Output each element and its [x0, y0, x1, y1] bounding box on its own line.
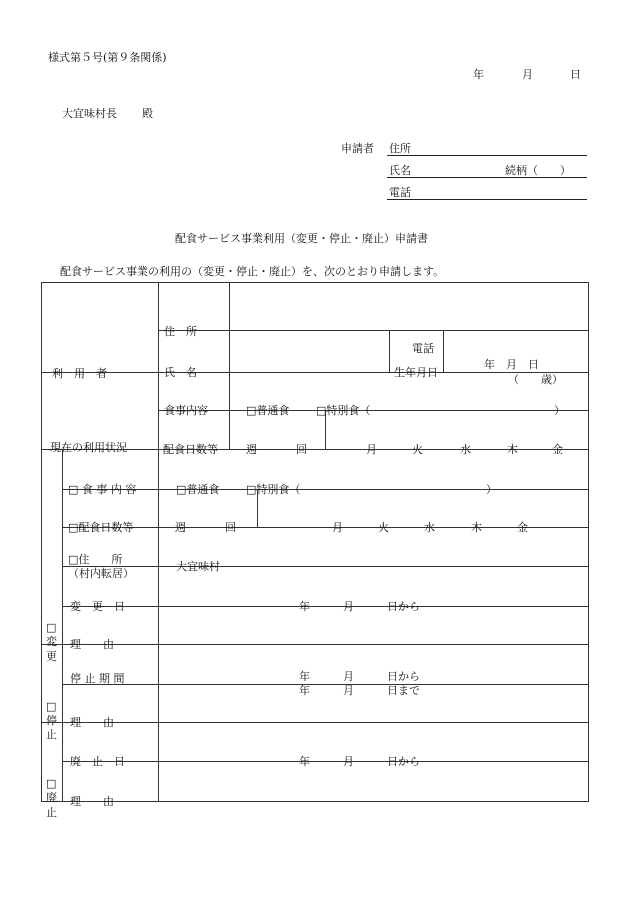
phone-label: 電話	[389, 186, 411, 199]
abolish-group-cell[interactable]: □ 廃 止	[42, 723, 63, 802]
date-day: 日	[570, 68, 581, 81]
name-input-cell[interactable]	[230, 331, 390, 373]
name-label: 氏名	[389, 164, 411, 177]
stop-period-label-cell: 停 止 期 間	[63, 645, 159, 685]
stop-group-cell[interactable]: □ 停 止	[42, 645, 63, 723]
abolish-date-input-cell[interactable]: 年 月 日から	[159, 723, 589, 762]
addressee: 大宜味村長	[62, 107, 117, 120]
change-reason-label-cell: 理 由	[63, 607, 159, 645]
date-month: 月	[522, 68, 533, 81]
phone-line[interactable]	[387, 199, 587, 200]
name-label-cell: 氏 名	[159, 331, 230, 373]
form-number: 様式第５号(第９条関係)	[48, 51, 167, 64]
relation-label: 続柄（ ）	[505, 164, 571, 177]
address-input-cell[interactable]: 電話	[230, 283, 589, 331]
user-label-cell: 利 用 者	[42, 283, 159, 373]
address-line[interactable]	[387, 155, 587, 156]
change-group-cell[interactable]: □ 変 更	[42, 450, 63, 645]
honorific: 殿	[142, 107, 153, 120]
date-year: 年	[473, 68, 484, 81]
change-weekday-cell[interactable]: 月 火 水 木 金	[258, 490, 589, 528]
document-title: 配食サービス事業利用（変更・停止・廃止）申請書	[175, 232, 428, 245]
birth-input-cell[interactable]: 年 月 日 （ 歳）	[444, 331, 589, 373]
address-label-cell: 住 所	[159, 283, 230, 331]
weekday-cell[interactable]: 月 火 水 木 金	[326, 411, 589, 450]
change-address-label-cell[interactable]: □住 所 （村内転居）	[63, 528, 159, 567]
abolish-date-label-cell: 廃 止 日	[63, 723, 159, 762]
meal-content-input-cell[interactable]: □普通食 □特別食（ ）	[230, 373, 589, 411]
current-status-label-cell: 現在の利用状況	[42, 373, 159, 450]
meal-content-label-cell: 食事内容	[159, 373, 230, 411]
change-date-label-cell: 変 更 日	[63, 567, 159, 607]
change-week-cell[interactable]: 週 回	[159, 490, 258, 528]
change-address-input-cell[interactable]: 大宜味村	[159, 528, 589, 567]
days-label-cell: 配食日数等	[159, 411, 230, 450]
intro-text: 配食サービス事業の利用の（変更・停止・廃止）を、次のとおり申請します。	[60, 265, 445, 278]
applicant-label: 申請者	[341, 142, 374, 155]
change-meal-input-cell[interactable]: □普通食 □特別食（ ）	[159, 450, 589, 490]
change-days-label-cell[interactable]: □配食日数等	[63, 490, 159, 528]
application-table	[41, 282, 589, 819]
stop-period-input-cell[interactable]: 年 月 日から 年 月 日まで	[159, 645, 589, 685]
address-label: 住所	[389, 142, 411, 155]
change-date-input-cell[interactable]: 年 月 日から	[159, 567, 589, 607]
change-meal-label-cell[interactable]: □ 食 事 内 容	[63, 450, 159, 490]
birth-label-cell: 生年月日	[390, 331, 444, 373]
abolish-reason-label-cell: 理 由	[63, 762, 159, 802]
name-line[interactable]	[387, 177, 587, 178]
stop-reason-label-cell: 理 由	[63, 685, 159, 723]
week-cell[interactable]: 週 回	[230, 411, 326, 450]
